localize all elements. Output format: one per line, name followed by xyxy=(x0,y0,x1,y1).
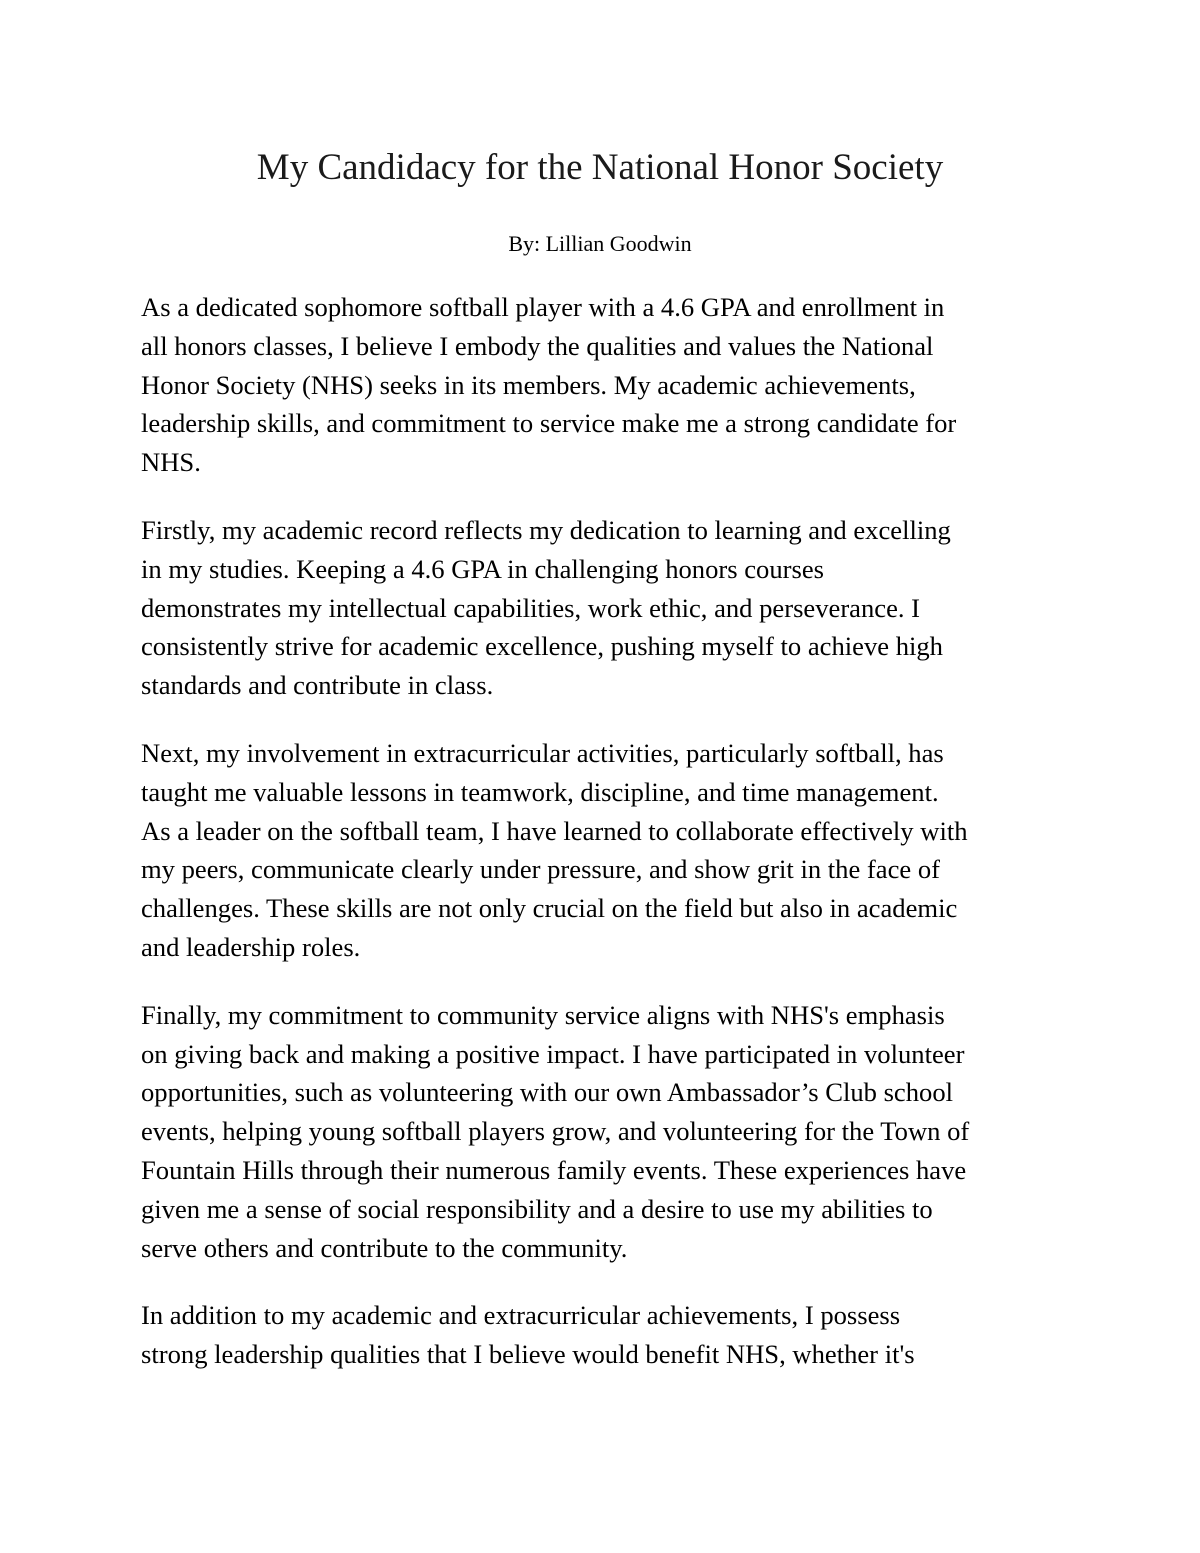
text-line: in my studies. Keeping a 4.6 GPA in challenging honors courses xyxy=(141,553,824,584)
text-line: As a leader on the softball team, I have learned to collaborate effectively with xyxy=(141,815,968,846)
text-line: events, helping young softball players grow, and volunteering for the Town of xyxy=(141,1116,970,1147)
text-line: on giving back and making a positive impact. I have participated in volunteer xyxy=(141,1038,965,1069)
text-line: demonstrates my intellectual capabilities, work ethic, and perseverance. I xyxy=(141,592,921,623)
text-line: and leadership roles. xyxy=(141,931,361,962)
essay-body xyxy=(141,288,1076,1403)
text-line: opportunities, such as volunteering with our own Ambassador’s Club school xyxy=(141,1077,954,1108)
paragraph-leadership xyxy=(141,1296,1076,1374)
text-line: Next, my involvement in extracurricular activities, particularly softball, has xyxy=(141,737,944,768)
text-line: In addition to my academic and extracurricular achievements, I possess xyxy=(141,1300,901,1331)
paragraph-intro xyxy=(141,288,1076,482)
text-line: Finally, my commitment to community service aligns with NHS's emphasis xyxy=(141,999,945,1030)
text-line: Firstly, my academic record reflects my dedication to learning and excelling xyxy=(141,514,951,545)
text-line: NHS. xyxy=(141,447,201,478)
paragraph-academic xyxy=(141,511,1076,705)
text-line: all honors classes, I believe I embody the qualities and values the National xyxy=(141,330,934,361)
text-line: Honor Society (NHS) seeks in its members. My academic achievements, xyxy=(141,369,916,400)
text-line: serve others and contribute to the community. xyxy=(141,1232,628,1263)
text-line: given me a sense of social responsibility and a desire to use my abilities to xyxy=(141,1193,933,1224)
text-line: standards and contribute in class. xyxy=(141,670,494,701)
paragraph-service xyxy=(141,996,1076,1268)
text-line: strong leadership qualities that I believe would benefit NHS, whether it's xyxy=(141,1339,915,1370)
text-line: consistently strive for academic excellence, pushing myself to achieve high xyxy=(141,631,943,662)
text-line: taught me valuable lessons in teamwork, discipline, and time management. xyxy=(141,776,939,807)
author-byline: By: Lillian Goodwin xyxy=(508,231,692,256)
text-line: leadership skills, and commitment to service make me a strong candidate for xyxy=(141,408,957,439)
text-line: As a dedicated sophomore softball player with a 4.6 GPA and enrollment in xyxy=(141,292,945,322)
text-line: Fountain Hills through their numerous family events. These experiences have xyxy=(141,1154,967,1185)
document-title: My Candidacy for the National Honor Society xyxy=(256,147,944,188)
text-line: challenges. These skills are not only crucial on the field but also in academic xyxy=(141,893,958,924)
paragraph-extracurricular xyxy=(141,734,1076,967)
text-line: my peers, communicate clearly under pressure, and show grit in the face of xyxy=(141,854,940,885)
